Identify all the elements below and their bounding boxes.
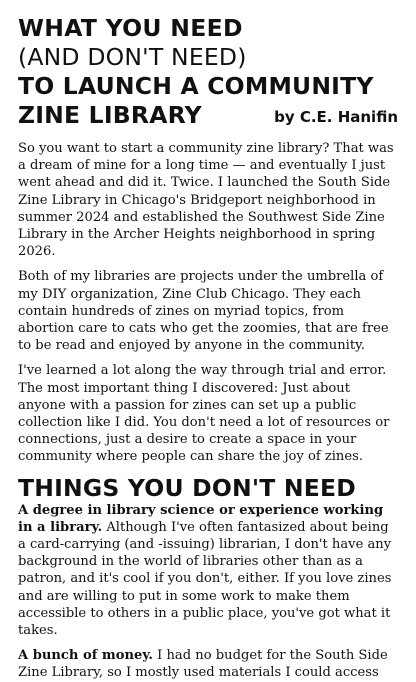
intro-paragraph-1: So you want to start a community zine library? That was a dream of mine for a long time — and eventually I just went ahead and did it. Twice. I launched the South Side Zine Library in Chicago's Bridgeport neighborhood in summer 2024 and established the Southwest Side Zine Library in the Archer Heights neighborhood in spring 2026. (18, 141, 394, 260)
intro-paragraph-3: I've learned a lot along the way through trial and error. The most important thing I discovered: Just about anyone with a passion for zines can set up a public collection like I did. You don't need a lot of resources or connections, just a desire to create a space in your community where people can share the joy of zines. (18, 363, 390, 465)
headline-line-4-row (18, 101, 400, 130)
section-heading (18, 474, 400, 502)
author-byline: by C.E. Hanifin (274, 108, 398, 126)
list-item-money (18, 647, 400, 681)
section-heading-part-1: THINGS YOU (18, 473, 193, 502)
section-heading-part-3: NEED (275, 473, 356, 502)
list-item-lead: A bunch of money. (18, 648, 153, 664)
headline-line-2: (AND DON'T NEED) (18, 43, 247, 71)
list-item-text: Although I've often fantasized about being a card-carrying (and -issuing) librarian, I don't have any background in the world of libraries other than as a patron, and it's cool if you don't, either. If you love zines and are willing to put in some work to make them accessible to others in a public place, you've got what it takes. (18, 519, 392, 639)
headline-line-3: TO LAUNCH A COMMUNITY (18, 72, 374, 100)
list-item-degree (18, 502, 400, 640)
article-body (18, 140, 400, 682)
list-item-lead: A degree in library science or experience working in a library. (18, 502, 384, 535)
headline-line-1: WHAT YOU NEED (18, 14, 243, 42)
list-item-text: I had no budget for the South Side Zine Library, so I mostly used materials I could access (18, 648, 388, 681)
section-heading-emphasis: DON'T (192, 473, 276, 502)
article-headline (18, 14, 400, 130)
headline-line-4: ZINE LIBRARY (18, 101, 202, 129)
intro-paragraph-2: Both of my libraries are projects under the umbrella of my DIY organization, Zine Club Chicago. They each contain hundreds of zines on myriad topics, from abortion care to cats who get the zoomies, that are free to be read and enjoyed by anyone in the community. (18, 269, 389, 354)
